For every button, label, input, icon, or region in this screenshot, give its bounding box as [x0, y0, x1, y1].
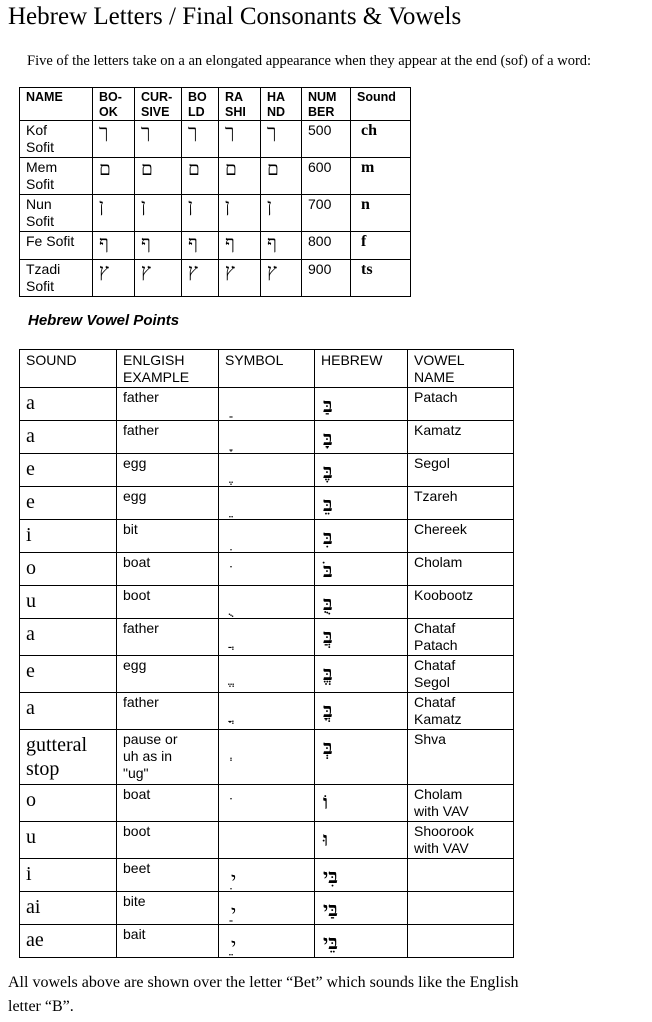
vowel-name: Patach [408, 388, 514, 421]
letter-sound: ts [351, 260, 411, 297]
vowel-row [20, 892, 514, 925]
vowel-col-header: SYMBOL [219, 350, 315, 388]
vowel-symbol [219, 619, 315, 656]
english-example: bite [117, 892, 219, 925]
finals-row [20, 232, 411, 260]
english-example: boat [117, 553, 219, 586]
letter-hand-glyph: ך [261, 121, 302, 158]
finals-col-header: NAME [20, 88, 93, 121]
letter-name: Tzadi Sofit [20, 260, 93, 297]
english-example: egg [117, 656, 219, 693]
letter-sound: f [351, 232, 411, 260]
letter-number: 700 [302, 195, 351, 232]
letter-rashi-glyph: ם [219, 158, 261, 195]
hebrew-example: בֳּ [315, 693, 408, 730]
final-consonants-table [19, 87, 411, 297]
vowel-col-header: ENLGISH EXAMPLE [117, 350, 219, 388]
vowel-row [20, 487, 514, 520]
english-example: father [117, 693, 219, 730]
hebrew-example: וֹ [315, 785, 408, 822]
finals-col-header: RA SHI [219, 88, 261, 121]
vowel-name: Segol [408, 454, 514, 487]
vowel-name [408, 925, 514, 958]
hebrew-example: בֵּ [315, 487, 408, 520]
vowel-name: Kamatz [408, 421, 514, 454]
english-example: beet [117, 859, 219, 892]
letter-book-glyph: ן [93, 195, 135, 232]
hebrew-example: בֲּ [315, 619, 408, 656]
letter-hand-glyph: ן [261, 195, 302, 232]
vowel-row [20, 785, 514, 822]
finals-row [20, 260, 411, 297]
vowel-row [20, 520, 514, 553]
finals-col-header: BO LD [182, 88, 219, 121]
letter-cursive-glyph: ף [135, 232, 182, 260]
english-example: boat [117, 785, 219, 822]
letter-bold-glyph: ך [182, 121, 219, 158]
hebrew-example: בְּ [315, 730, 408, 785]
vowel-symbol: ַי [219, 892, 315, 925]
vowel-symbol [219, 822, 315, 859]
letter-hand-glyph: ץ [261, 260, 302, 297]
footer-note: All vowels above are shown over the letter “Bet” which sounds like the English letter “B”. [8, 974, 519, 1015]
hebrew-example: בֹּ [315, 553, 408, 586]
vowel-row [20, 822, 514, 859]
vowel-symbol [219, 693, 315, 730]
letter-name: Mem Sofit [20, 158, 93, 195]
vowel-symbol [219, 520, 315, 553]
letter-number: 800 [302, 232, 351, 260]
hebrew-example: בַּי [315, 892, 408, 925]
letter-cursive-glyph: ם [135, 158, 182, 195]
finals-col-header: HA ND [261, 88, 302, 121]
vowel-symbol [219, 553, 315, 586]
english-example: father [117, 388, 219, 421]
vowel-col-header: VOWEL NAME [408, 350, 514, 388]
vowel-name: Chereek [408, 520, 514, 553]
letter-hand-glyph: ף [261, 232, 302, 260]
hebrew-example: בֱּ [315, 656, 408, 693]
vowel-header-row [20, 350, 514, 388]
english-example: father [117, 619, 219, 656]
finals-col-header: NUM BER [302, 88, 351, 121]
vowel-sound: ae [20, 925, 117, 958]
vowel-row [20, 619, 514, 656]
finals-row [20, 158, 411, 195]
english-example: pause or uh as in "ug" [117, 730, 219, 785]
vowel-name: Koobootz [408, 586, 514, 619]
vowel-sound: a [20, 421, 117, 454]
vowel-sound: e [20, 487, 117, 520]
vowel-symbol: ִי [219, 859, 315, 892]
letter-hand-glyph: ם [261, 158, 302, 195]
letter-book-glyph: ץ [93, 260, 135, 297]
vowel-sound: o [20, 553, 117, 586]
letter-cursive-glyph: ץ [135, 260, 182, 297]
vowel-symbol: ֵי [219, 925, 315, 958]
vowel-name [408, 859, 514, 892]
hebrew-example: בָּ [315, 421, 408, 454]
vowel-sound: ai [20, 892, 117, 925]
letter-sound: n [351, 195, 411, 232]
hebrew-example: בִּי [315, 859, 408, 892]
vowel-row [20, 656, 514, 693]
letter-number: 600 [302, 158, 351, 195]
english-example: boot [117, 586, 219, 619]
finals-col-header: BO- OK [93, 88, 135, 121]
vowel-name: Shva [408, 730, 514, 785]
letter-rashi-glyph: ץ [219, 260, 261, 297]
vowel-row [20, 421, 514, 454]
hebrew-example: בֶּ [315, 454, 408, 487]
vowel-sound: a [20, 388, 117, 421]
vowel-sound: u [20, 586, 117, 619]
english-example: boot [117, 822, 219, 859]
vowel-sound: a [20, 693, 117, 730]
vowel-sound: i [20, 520, 117, 553]
vowel-sound: e [20, 454, 117, 487]
letter-bold-glyph: ם [182, 158, 219, 195]
vowel-symbol [219, 454, 315, 487]
letter-bold-glyph: ץ [182, 260, 219, 297]
english-example: egg [117, 454, 219, 487]
letter-rashi-glyph: ן [219, 195, 261, 232]
letter-sound: ch [351, 121, 411, 158]
english-example: bit [117, 520, 219, 553]
vowel-symbol [219, 785, 315, 822]
vowel-row [20, 693, 514, 730]
vowel-col-header: SOUND [20, 350, 117, 388]
vowel-sound: e [20, 656, 117, 693]
hebrew-example: בַּ [315, 388, 408, 421]
vowel-row [20, 553, 514, 586]
vowel-sound: u [20, 822, 117, 859]
vowel-name: Chataf Kamatz [408, 693, 514, 730]
letter-book-glyph: ם [93, 158, 135, 195]
vowel-row [20, 925, 514, 958]
letter-name: Nun Sofit [20, 195, 93, 232]
vowel-points-table [19, 349, 514, 958]
vowel-name: Cholam [408, 553, 514, 586]
letter-number: 500 [302, 121, 351, 158]
finals-header-row [20, 88, 411, 121]
vowel-heading: Hebrew Vowel Points [28, 312, 180, 329]
letter-name: Kof Sofit [20, 121, 93, 158]
english-example: bait [117, 925, 219, 958]
vowel-row [20, 859, 514, 892]
vowel-name: Shoorook with VAV [408, 822, 514, 859]
letter-book-glyph: ך [93, 121, 135, 158]
vowel-row [20, 454, 514, 487]
letter-rashi-glyph: ך [219, 121, 261, 158]
english-example: egg [117, 487, 219, 520]
letter-name: Fe Sofit [20, 232, 93, 260]
vowel-row [20, 586, 514, 619]
hebrew-example: בֵּי [315, 925, 408, 958]
vowel-name: Cholam with VAV [408, 785, 514, 822]
letter-number: 900 [302, 260, 351, 297]
letter-bold-glyph: ף [182, 232, 219, 260]
vowel-symbol [219, 487, 315, 520]
vowel-sound: o [20, 785, 117, 822]
finals-col-header: Sound [351, 88, 411, 121]
vowel-symbol [219, 656, 315, 693]
hebrew-example: בִּ [315, 520, 408, 553]
vowel-row [20, 730, 514, 785]
intro-text: Five of the letters take on a an elongated appearance when they appear at the end (sof) of a word: [27, 53, 592, 69]
finals-row [20, 121, 411, 158]
vowel-col-header: HEBREW [315, 350, 408, 388]
vowel-row [20, 388, 514, 421]
letter-cursive-glyph: ן [135, 195, 182, 232]
letter-rashi-glyph: ף [219, 232, 261, 260]
letter-cursive-glyph: ך [135, 121, 182, 158]
vowel-name: Chataf Patach [408, 619, 514, 656]
vowel-sound: a [20, 619, 117, 656]
vowel-name: Chataf Segol [408, 656, 514, 693]
vowel-symbol [219, 421, 315, 454]
letter-book-glyph: ף [93, 232, 135, 260]
vowel-name: Tzareh [408, 487, 514, 520]
finals-row [20, 195, 411, 232]
letter-sound: m [351, 158, 411, 195]
finals-col-header: CUR- SIVE [135, 88, 182, 121]
page-title: Hebrew Letters / Final Consonants & Vowels [8, 3, 462, 30]
english-example: father [117, 421, 219, 454]
vowel-sound: gutteral stop [20, 730, 117, 785]
hebrew-example: וּ [315, 822, 408, 859]
letter-bold-glyph: ן [182, 195, 219, 232]
vowel-symbol [219, 730, 315, 785]
vowel-name [408, 892, 514, 925]
vowel-symbol [219, 388, 315, 421]
hebrew-example: בֻּ [315, 586, 408, 619]
vowel-symbol [219, 586, 315, 619]
vowel-sound: i [20, 859, 117, 892]
